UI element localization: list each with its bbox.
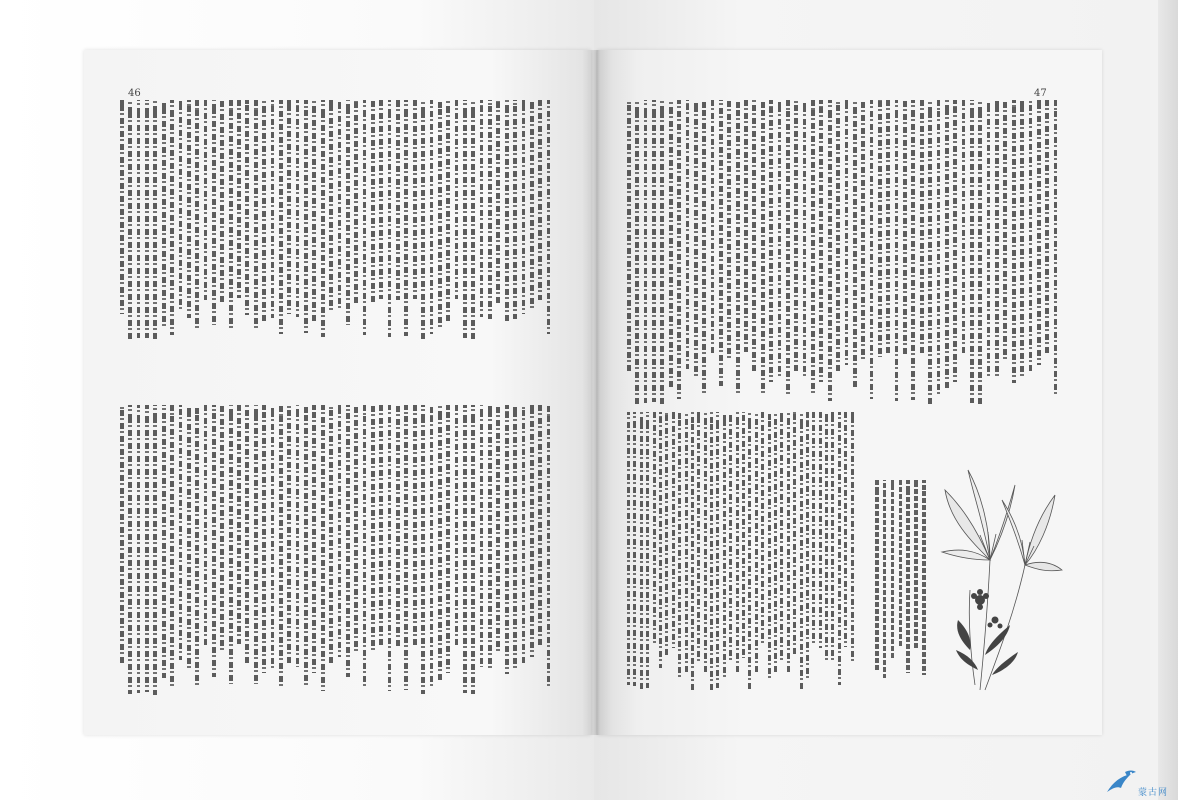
text-column bbox=[396, 405, 400, 647]
text-column bbox=[825, 412, 828, 661]
text-column bbox=[831, 412, 834, 663]
text-column bbox=[496, 100, 500, 304]
text-column bbox=[312, 405, 316, 673]
text-column bbox=[678, 412, 681, 679]
text-column bbox=[488, 405, 492, 670]
text-column bbox=[488, 100, 492, 319]
text-column bbox=[128, 100, 132, 339]
text-column bbox=[694, 100, 698, 376]
text-column bbox=[237, 100, 241, 298]
text-column bbox=[914, 480, 918, 650]
text-column bbox=[811, 100, 815, 396]
text-column bbox=[793, 412, 796, 656]
text-column bbox=[547, 405, 551, 688]
text-column bbox=[780, 412, 783, 662]
text-column bbox=[627, 100, 631, 371]
text-column bbox=[819, 100, 823, 382]
lily-drawing-icon bbox=[930, 450, 1065, 695]
text-column bbox=[761, 412, 764, 645]
text-column bbox=[769, 100, 773, 382]
text-column bbox=[906, 480, 910, 673]
text-column bbox=[806, 412, 809, 681]
text-column bbox=[970, 100, 974, 403]
text-column bbox=[220, 405, 224, 651]
text-column bbox=[1020, 100, 1024, 378]
text-column bbox=[179, 100, 183, 311]
text-column bbox=[911, 100, 915, 400]
text-column bbox=[633, 412, 636, 686]
text-column bbox=[945, 100, 949, 390]
text-column bbox=[245, 405, 249, 665]
text-column bbox=[430, 405, 434, 687]
text-column bbox=[736, 100, 740, 394]
text-column bbox=[354, 100, 358, 304]
text-column bbox=[669, 100, 673, 387]
text-column bbox=[480, 405, 484, 667]
text-column bbox=[446, 100, 450, 322]
text-column bbox=[204, 100, 208, 300]
text-column bbox=[672, 412, 675, 648]
text-column bbox=[774, 412, 777, 672]
text-column bbox=[204, 405, 208, 646]
text-column bbox=[170, 405, 174, 689]
text-column bbox=[271, 405, 275, 668]
text-column bbox=[653, 412, 656, 646]
text-column bbox=[644, 100, 648, 403]
text-column bbox=[187, 100, 191, 318]
text-column bbox=[978, 100, 982, 404]
text-column bbox=[438, 100, 442, 328]
text-column bbox=[627, 412, 630, 685]
text-column bbox=[430, 100, 434, 334]
text-column bbox=[886, 100, 890, 353]
text-column bbox=[870, 100, 874, 399]
text-column bbox=[363, 100, 367, 335]
text-column bbox=[635, 100, 639, 404]
text-column bbox=[1045, 100, 1049, 354]
figure-caption bbox=[875, 480, 930, 680]
text-column bbox=[875, 480, 879, 672]
text-column bbox=[530, 100, 534, 309]
text-column bbox=[686, 100, 690, 369]
text-column bbox=[744, 100, 748, 352]
text-column bbox=[321, 100, 325, 337]
text-column bbox=[455, 405, 459, 646]
text-column bbox=[522, 100, 526, 314]
text-column bbox=[338, 405, 342, 657]
text-column bbox=[346, 100, 350, 325]
text-column bbox=[128, 405, 132, 694]
text-column bbox=[716, 412, 719, 688]
text-column bbox=[153, 100, 157, 340]
text-column bbox=[229, 405, 233, 684]
text-column bbox=[794, 100, 798, 372]
text-column bbox=[711, 100, 715, 354]
text-column bbox=[727, 100, 731, 358]
left-page-upper-text-block bbox=[120, 100, 555, 340]
text-column bbox=[853, 100, 857, 387]
text-column bbox=[145, 100, 149, 338]
text-column bbox=[321, 405, 325, 691]
text-column bbox=[396, 100, 400, 300]
text-column bbox=[279, 405, 283, 688]
text-column bbox=[513, 405, 517, 669]
text-column bbox=[704, 412, 707, 673]
text-column bbox=[920, 100, 924, 353]
text-column bbox=[170, 100, 174, 335]
text-column bbox=[471, 405, 475, 694]
text-column bbox=[137, 405, 141, 693]
text-column bbox=[480, 100, 484, 317]
text-column bbox=[768, 412, 771, 679]
text-column bbox=[928, 100, 932, 404]
text-column bbox=[962, 100, 966, 353]
text-column bbox=[195, 405, 199, 685]
text-column bbox=[710, 412, 713, 692]
text-column bbox=[145, 405, 149, 692]
text-column bbox=[195, 100, 199, 331]
text-column bbox=[404, 405, 408, 690]
text-column bbox=[702, 100, 706, 394]
text-column bbox=[1054, 100, 1058, 397]
text-column bbox=[120, 100, 124, 314]
text-column bbox=[254, 405, 258, 684]
text-column bbox=[338, 100, 342, 309]
text-column bbox=[237, 405, 241, 644]
text-column bbox=[371, 405, 375, 650]
text-column bbox=[287, 100, 291, 314]
text-column bbox=[505, 405, 509, 674]
text-column bbox=[279, 100, 283, 334]
text-column bbox=[660, 100, 664, 405]
text-column bbox=[254, 100, 258, 331]
text-column bbox=[187, 405, 191, 668]
text-column bbox=[736, 412, 739, 674]
text-column bbox=[363, 405, 367, 689]
text-column bbox=[179, 405, 183, 660]
text-column bbox=[438, 405, 442, 681]
text-column bbox=[312, 100, 316, 322]
text-column bbox=[329, 100, 333, 313]
text-column bbox=[836, 100, 840, 371]
text-column bbox=[153, 405, 157, 695]
text-column bbox=[719, 100, 723, 386]
text-column bbox=[812, 412, 815, 646]
page-number-left: 46 bbox=[128, 88, 141, 99]
text-column bbox=[212, 100, 216, 325]
text-column bbox=[1012, 100, 1016, 383]
text-column bbox=[838, 412, 841, 685]
text-column bbox=[379, 100, 383, 299]
text-column bbox=[748, 412, 751, 690]
text-column bbox=[803, 100, 807, 376]
text-column bbox=[652, 100, 656, 402]
text-column bbox=[895, 100, 899, 401]
watermark bbox=[1105, 768, 1175, 798]
text-column bbox=[547, 100, 551, 334]
text-column bbox=[304, 405, 308, 686]
text-column bbox=[899, 480, 903, 647]
bird-logo-icon bbox=[1105, 768, 1137, 796]
gutter-shadow bbox=[582, 50, 612, 735]
text-column bbox=[513, 100, 517, 319]
text-column bbox=[800, 412, 803, 689]
text-column bbox=[787, 412, 790, 673]
text-column bbox=[287, 405, 291, 664]
text-column bbox=[685, 412, 688, 672]
text-column bbox=[883, 480, 887, 678]
text-column bbox=[742, 412, 745, 658]
text-column bbox=[844, 412, 847, 647]
text-column bbox=[691, 412, 694, 692]
text-column bbox=[388, 100, 392, 337]
watermark-text: 蒙古网 bbox=[1138, 788, 1169, 798]
right-page-upper-text-block bbox=[627, 100, 1062, 405]
text-column bbox=[446, 405, 450, 673]
text-column bbox=[212, 405, 216, 677]
text-column bbox=[953, 100, 957, 382]
text-column bbox=[937, 100, 941, 397]
lily-illustration bbox=[930, 450, 1065, 695]
text-column bbox=[861, 100, 865, 360]
text-column bbox=[162, 100, 166, 326]
text-column bbox=[1003, 100, 1007, 360]
text-column bbox=[752, 100, 756, 373]
text-column bbox=[304, 100, 308, 333]
text-column bbox=[379, 405, 383, 646]
text-column bbox=[229, 100, 233, 331]
text-column bbox=[413, 405, 417, 646]
text-column bbox=[388, 405, 392, 691]
text-column bbox=[496, 405, 500, 652]
text-column bbox=[723, 412, 726, 677]
text-column bbox=[786, 100, 790, 397]
text-column bbox=[878, 100, 882, 357]
text-column bbox=[891, 480, 895, 660]
page-number-right: 47 bbox=[1034, 88, 1047, 99]
text-column bbox=[296, 100, 300, 317]
text-column bbox=[665, 412, 668, 656]
text-column bbox=[463, 100, 467, 338]
text-column bbox=[729, 412, 732, 660]
text-column bbox=[1029, 100, 1033, 372]
text-column bbox=[697, 412, 700, 664]
text-column bbox=[522, 405, 526, 663]
text-column bbox=[761, 100, 765, 394]
left-page-lower-text-block bbox=[120, 405, 555, 695]
text-column bbox=[220, 100, 224, 303]
text-column bbox=[371, 100, 375, 302]
text-column bbox=[646, 412, 649, 688]
text-column bbox=[505, 100, 509, 323]
text-column bbox=[755, 412, 758, 672]
text-column bbox=[421, 100, 425, 339]
text-column bbox=[851, 412, 854, 664]
text-column bbox=[538, 100, 542, 300]
text-column bbox=[162, 405, 166, 678]
text-column bbox=[262, 100, 266, 322]
book-edge bbox=[1158, 0, 1178, 800]
text-column bbox=[271, 100, 275, 318]
text-column bbox=[677, 100, 681, 399]
text-column bbox=[819, 412, 822, 648]
text-column bbox=[530, 405, 534, 657]
text-column bbox=[995, 100, 999, 378]
text-column bbox=[354, 405, 358, 652]
text-column bbox=[346, 405, 350, 677]
text-column bbox=[137, 100, 141, 338]
text-column bbox=[828, 100, 832, 401]
text-column bbox=[987, 100, 991, 376]
text-column bbox=[455, 100, 459, 299]
text-column bbox=[463, 405, 467, 693]
text-column bbox=[778, 100, 782, 377]
text-column bbox=[471, 100, 475, 339]
text-column bbox=[903, 100, 907, 354]
text-column bbox=[413, 100, 417, 299]
text-column bbox=[922, 480, 926, 675]
text-column bbox=[659, 412, 662, 668]
text-column bbox=[1037, 100, 1041, 365]
text-column bbox=[421, 405, 425, 694]
text-column bbox=[296, 405, 300, 667]
text-column bbox=[640, 412, 643, 691]
text-column bbox=[329, 405, 333, 663]
right-page-lower-text-block bbox=[627, 412, 857, 695]
text-column bbox=[120, 405, 124, 663]
text-column bbox=[845, 100, 849, 365]
text-column bbox=[262, 405, 266, 673]
text-column bbox=[538, 405, 542, 646]
text-column bbox=[404, 100, 408, 336]
text-column bbox=[245, 100, 249, 315]
